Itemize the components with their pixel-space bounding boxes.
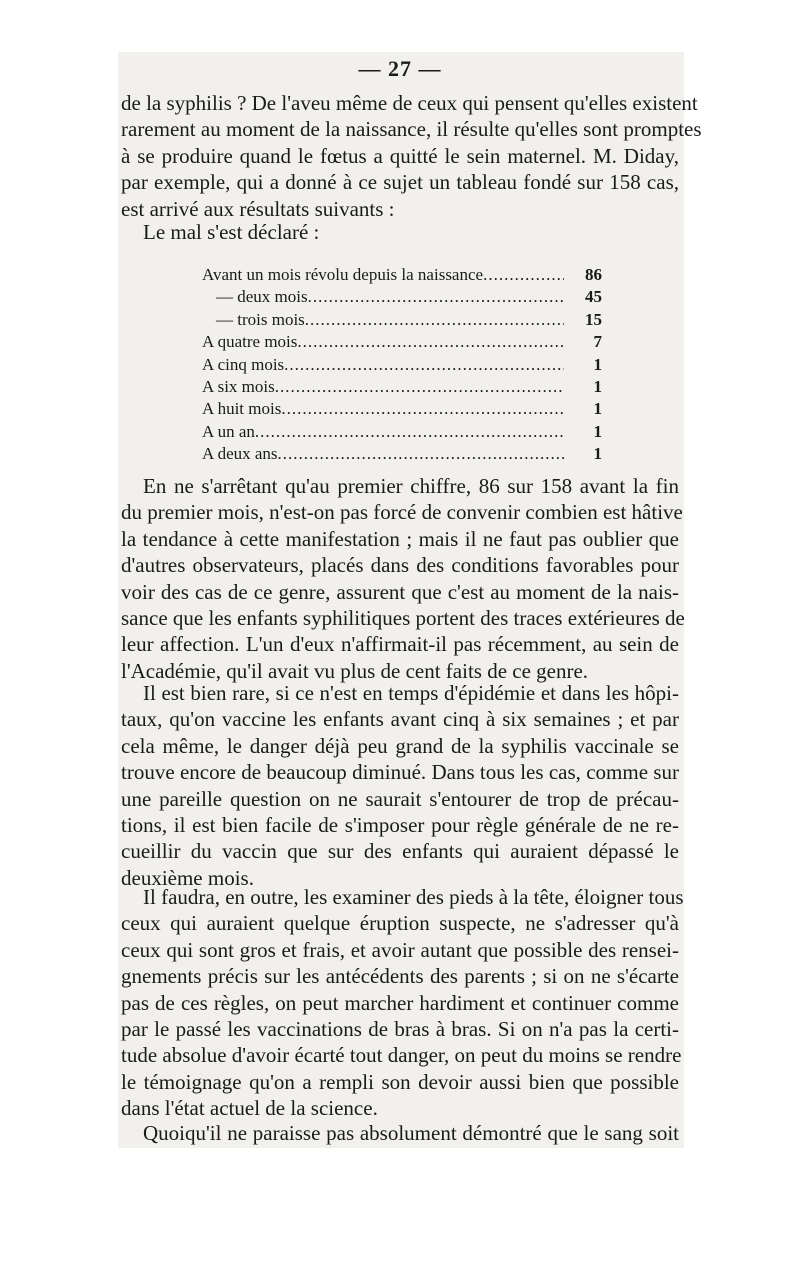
- text-line: une pareille question on ne saurait s'entourer de trop de précau-: [121, 786, 679, 811]
- table-row: [202, 264, 602, 286]
- table-row: [202, 398, 602, 420]
- leader-dots: [284, 354, 564, 376]
- leader-dots: [275, 376, 564, 398]
- text-line: cela même, le danger déjà peu grand de la syphilis vaccinale se: [121, 733, 679, 758]
- leader-dots: [281, 398, 564, 420]
- text-line: la tendance à cette manifestation ; mais il ne faut pas oublier que: [121, 526, 679, 551]
- leader-dots: [278, 443, 564, 465]
- row-label: A cinq mois: [202, 354, 285, 374]
- text-line: dans l'état actuel de la science.: [121, 1096, 378, 1121]
- text-line: tude absolue d'avoir écarté tout danger, on peut du moins se rendre: [121, 1043, 682, 1068]
- table-row: [202, 376, 602, 398]
- text-line: leur affection. L'un d'eux n'affirmait-il pas récemment, au sein de: [121, 632, 679, 657]
- paragraph-3: [121, 680, 679, 891]
- text-line: du premier mois, n'est-on pas forcé de convenir combien est hâtive: [121, 500, 683, 525]
- text-line: par le passé les vaccinations de bras à bras. Si on n'a pas la certi-: [121, 1017, 679, 1042]
- text-line: Il faudra, en outre, les examiner des pieds à la tête, éloigner tous: [143, 885, 684, 909]
- table-row: [202, 354, 602, 376]
- paragraph-2: [121, 473, 685, 684]
- row-value: 86: [585, 265, 602, 284]
- page-number: — 27 —: [358, 56, 442, 81]
- row-value: 45: [585, 287, 602, 307]
- row-value: 1: [593, 354, 602, 374]
- row-label: A un an: [202, 421, 255, 441]
- text-line: Quoiqu'il ne paraisse pas absolument démontré que le sang soit: [143, 1121, 679, 1145]
- text-line: est arrivé aux résultats suivants :: [121, 196, 395, 221]
- text-line: d'autres observateurs, placés dans des conditions favorables pour: [121, 553, 679, 578]
- text-line: à se produire quand le fœtus a quitté le sein maternel. M. Diday,: [121, 143, 679, 168]
- text-line: gnements précis sur les antécédents des parents ; si on ne s'écarte: [121, 964, 679, 989]
- text-line: cueillir du vaccin que sur des enfants qui auraient dépassé le: [121, 839, 679, 864]
- table-intro: Le mal s'est déclaré :: [143, 220, 320, 244]
- row-label: Avant un mois révolu depuis la naissance: [202, 265, 484, 284]
- leader-dots: [308, 286, 564, 308]
- text-line: tions, il est bien facile de s'imposer pour règle générale de ne re-: [121, 813, 679, 838]
- table-row: [202, 331, 602, 353]
- text-line: trouve encore de beaucoup diminué. Dans tous les cas, comme sur: [121, 760, 679, 785]
- text-line: En ne s'arrêtant qu'au premier chiffre, 86 sur 158 avant la fin: [143, 474, 679, 498]
- table-row: [202, 309, 602, 331]
- row-value: 7: [593, 332, 602, 352]
- text-line: taux, qu'on vaccine les enfants avant cinq à six semaines ; et par: [121, 707, 679, 732]
- row-value: 15: [585, 309, 602, 329]
- paragraph-5: [121, 1120, 679, 1146]
- text-line: rarement au moment de la naissance, il résulte qu'elles sont promptes: [121, 117, 702, 142]
- text-line: de la syphilis ? De l'aveu même de ceux qui pensent qu'elles existent: [121, 91, 698, 115]
- row-value: 1: [593, 421, 602, 441]
- row-label: A huit mois: [202, 399, 282, 419]
- leader-dots: [297, 331, 564, 353]
- table-row: [202, 421, 602, 443]
- text-line: voir des cas de ce genre, assurent que c'est au moment de la nais-: [121, 579, 679, 604]
- text-line: Il est bien rare, si ce n'est en temps d'épidémie et dans les hôpi-: [143, 681, 679, 705]
- row-label: — trois mois: [216, 309, 305, 329]
- text-line: par exemple, qui a donné à ce sujet un tableau fondé sur 158 cas,: [121, 170, 679, 195]
- row-label: A deux ans: [202, 444, 278, 464]
- row-value: 1: [593, 444, 602, 464]
- row-value: 1: [593, 377, 602, 397]
- text-line: pas de ces règles, on peut marcher hardiment et continuer comme: [121, 990, 679, 1015]
- text-line: le témoignage qu'on a rempli son devoir aussi bien que possible: [121, 1069, 679, 1094]
- paragraph-4: [121, 884, 684, 1122]
- row-label: — deux mois: [216, 287, 308, 307]
- text-line: deuxième mois.: [121, 865, 254, 890]
- text-line: ceux qui auraient quelque éruption suspecte, ne s'adresser qu'à: [121, 911, 679, 936]
- row-value: 1: [593, 399, 602, 419]
- onset-table: [202, 264, 602, 466]
- leader-dots: [305, 309, 564, 331]
- paragraph-1: [121, 90, 702, 222]
- row-label: A quatre mois: [202, 332, 298, 352]
- table-row: [202, 443, 602, 465]
- text-line: ceux qui sont gros et frais, et avoir autant que possible des rensei-: [121, 937, 679, 962]
- leader-dots: [483, 264, 564, 286]
- text-line: sance que les enfants syphilitiques portent des traces extérieures de: [121, 606, 685, 631]
- leader-dots: [255, 421, 564, 443]
- row-label: A six mois: [202, 377, 275, 397]
- table-row: [202, 286, 602, 308]
- text-line: l'Académie, qu'il avait vu plus de cent faits de ce genre.: [121, 658, 589, 683]
